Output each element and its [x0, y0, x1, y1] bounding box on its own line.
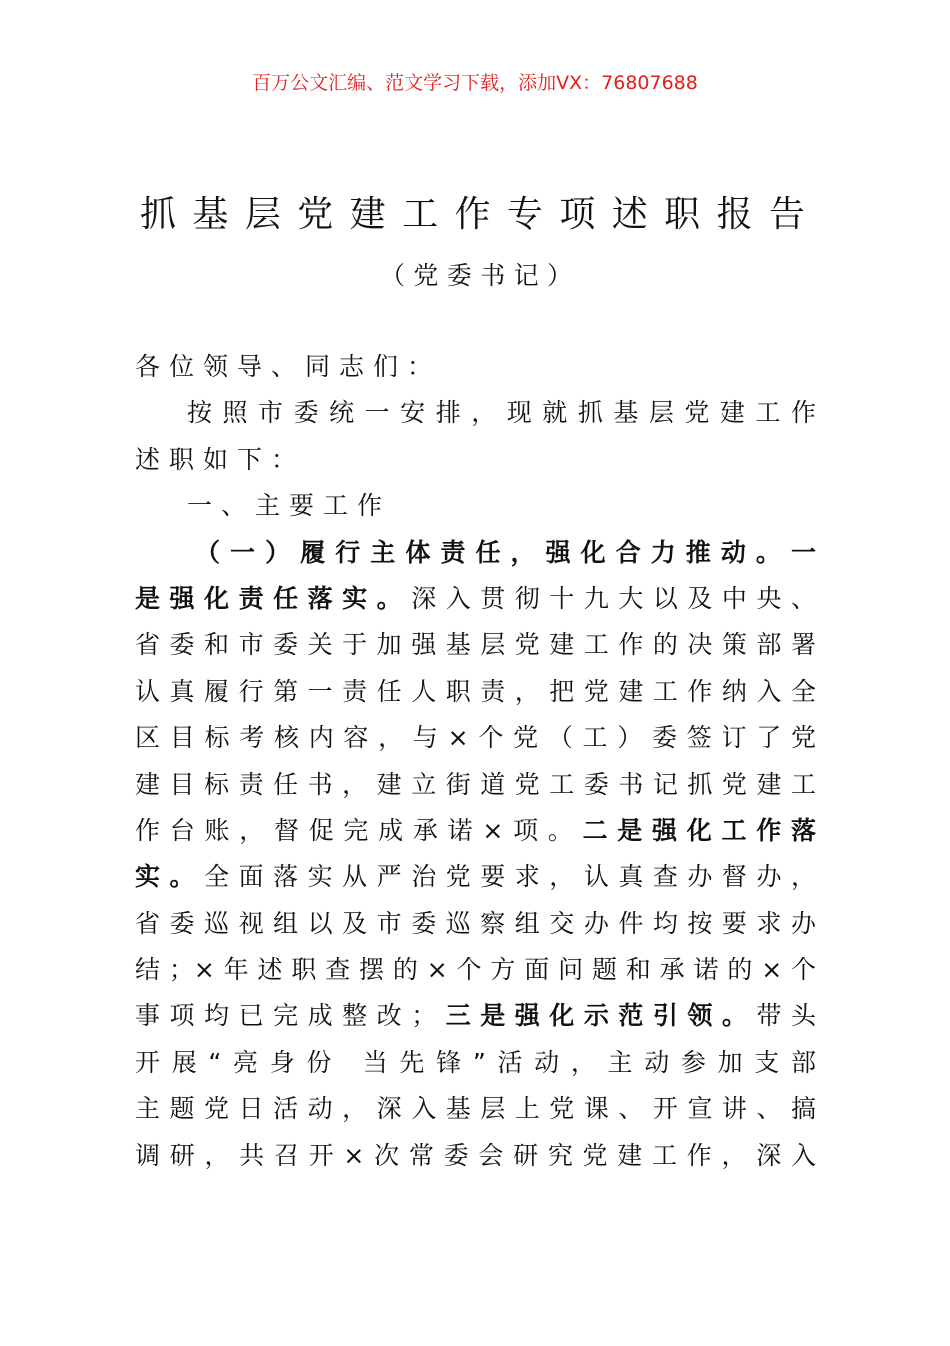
paragraph-line	[135, 622, 816, 668]
bold-text-segment: 实。	[135, 862, 205, 892]
text-segment: 述职如下：	[135, 444, 306, 474]
document-title: 抓基层党建工作专项述职报告	[140, 194, 805, 235]
bold-text-segment: 是强化责任落实。	[135, 583, 412, 613]
text-segment: 主题党日活动，深入基层上党课、开宣讲、搞	[135, 1094, 816, 1124]
paragraph-line	[135, 762, 816, 808]
paragraph-line	[135, 808, 816, 854]
paragraph-line	[135, 1086, 816, 1132]
paragraph-line	[135, 530, 816, 576]
document-body	[135, 344, 816, 1179]
text-segment: 省委和市委关于加强基层党建工作的决策部署	[135, 630, 816, 660]
text-segment: 深入贯彻十九大以及中央、	[411, 583, 816, 613]
text-segment: 作台账，督促完成承诺×项。	[135, 815, 583, 845]
paragraph-line	[135, 437, 816, 483]
paragraph-line	[135, 1133, 816, 1179]
text-segment: 各位领导、同志们：	[135, 352, 442, 381]
text-segment: 事项均已完成整改；	[135, 1001, 437, 1031]
bold-text-segment: 二是强化工作落	[582, 815, 816, 845]
paragraph-line	[135, 901, 816, 947]
paragraph-line	[135, 993, 816, 1039]
bold-text-segment: 三是强化示范引领。	[436, 1001, 757, 1031]
paragraph-line	[135, 576, 816, 622]
text-segment: 省委巡视组以及市委巡察组交办件均按要求办	[135, 908, 816, 938]
text-segment: 按照市委统一安排，现就抓基层党建工作	[187, 398, 816, 428]
text-segment: 一、主要工作	[187, 491, 392, 521]
text-segment: 全面落实从严治党要求，认真查办督办，	[204, 862, 816, 892]
paragraph-line	[135, 669, 816, 715]
text-segment: 调研，共召开×次常委会研究党建工作，深入	[135, 1140, 816, 1170]
paragraph-line	[135, 1040, 816, 1086]
text-segment: 认真履行第一责任人职责，把党建工作纳入全	[135, 676, 816, 706]
watermark-header: 百万公文汇编、范文学习下载，添加VX：76807688	[252, 72, 698, 94]
paragraph-line	[135, 483, 816, 529]
paragraph-line	[135, 947, 816, 993]
paragraph-line	[135, 344, 816, 390]
text-segment: 结；×年述职查摆的×个方面问题和承诺的×个	[135, 955, 816, 985]
paragraph-line	[135, 715, 816, 761]
text-segment: 带头	[756, 1001, 816, 1031]
text-segment: 开展“亮身份 当先锋”活动，主动参加支部	[135, 1047, 816, 1077]
text-segment: 建目标责任书，建立街道党工委书记抓党建工	[135, 769, 816, 799]
bold-text-segment: （一）履行主体责任，强化合力推动。一	[195, 537, 816, 567]
paragraph-line	[135, 390, 816, 436]
text-segment: 区目标考核内容，与×个党（工）委签订了党	[135, 723, 816, 753]
document-subtitle: （党委书记）	[380, 261, 572, 290]
paragraph-line	[135, 854, 816, 900]
